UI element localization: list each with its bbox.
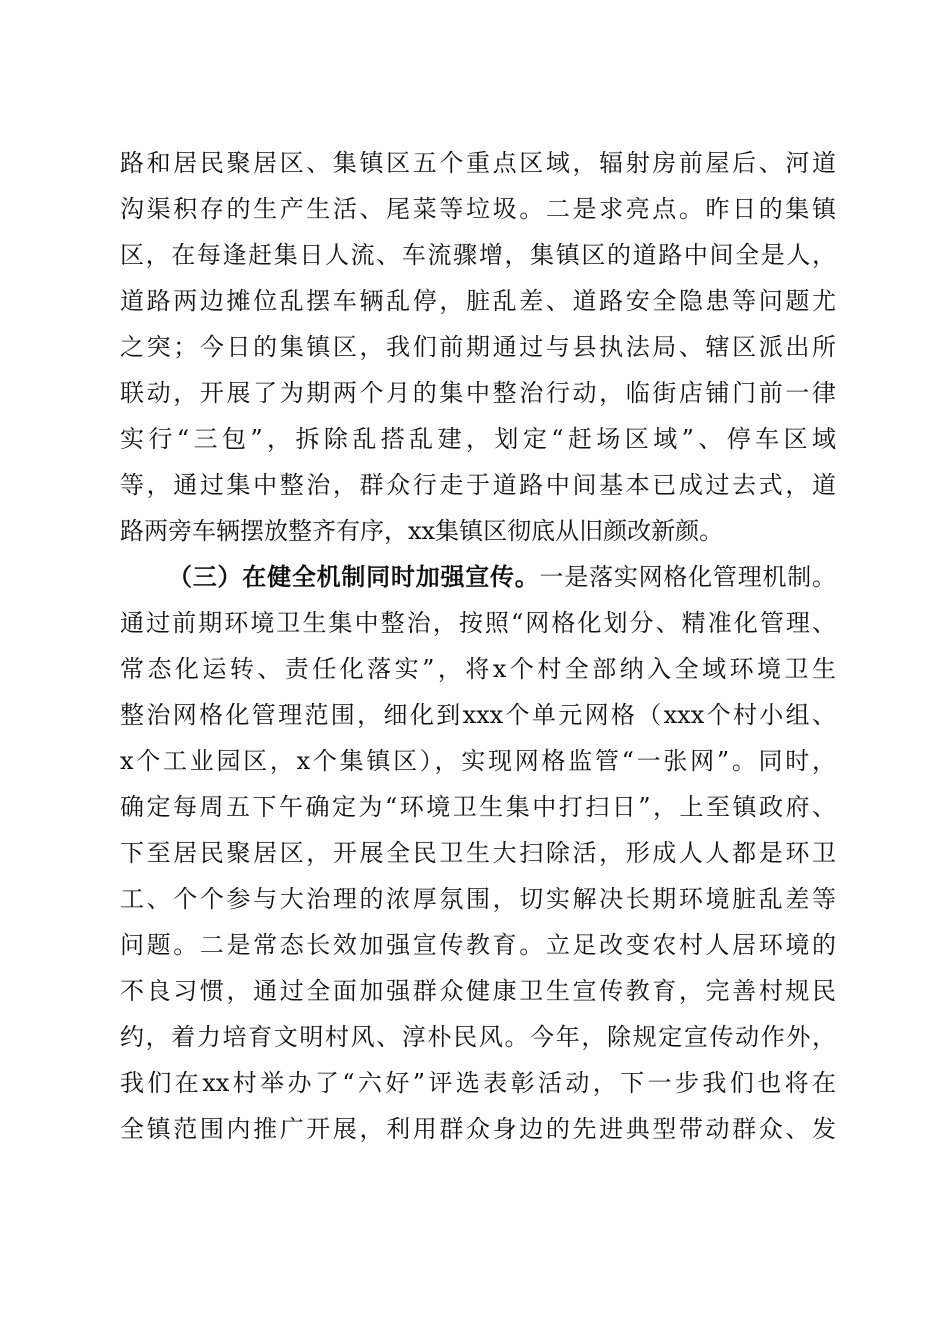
text-line: 道路两边摊位乱摆车辆乱停，脏乱差、道路安全隐患等问题尤 xyxy=(120,287,836,315)
text-line: 实行“三包”，拆除乱搭乱建，划定“赶场区域”、停车区域 xyxy=(120,425,836,453)
body-text xyxy=(120,140,836,1152)
text-line: 下至居民聚居区，开展全民卫生大扫除活，形成人人都是环卫 xyxy=(120,839,836,867)
text-line: 全镇范围内推广开展，利用群众身边的先进典型带动群众、发 xyxy=(120,1115,836,1143)
text-line: 工、个个参与大治理的浓厚氛围，切实解决长期环境脏乱差等 xyxy=(120,885,836,913)
text-line: 我们在xx村举办了“六好”评选表彰活动，下一步我们也将在 xyxy=(120,1069,836,1097)
text-line: 之突；今日的集镇区，我们前期通过与县执法局、辖区派出所 xyxy=(120,333,836,361)
text-line: 联动，开展了为期两个月的集中整治行动，临街店铺门前一律 xyxy=(120,379,836,407)
text-line: 通过前期环境卫生集中整治，按照“网格化划分、精准化管理、 xyxy=(120,609,836,637)
text-line: 约，着力培育文明村风、淳朴民风。今年，除规定宣传动作外， xyxy=(120,1023,836,1051)
text-line: 沟渠积存的生产生活、尾菜等垃圾。二是求亮点。昨日的集镇 xyxy=(120,195,836,223)
text-line: 路两旁车辆摆放整齐有序，xx集镇区彻底从旧颜改新颜。 xyxy=(120,517,724,545)
text-line: 区，在每逢赶集日人流、车流骤增，集镇区的道路中间全是人， xyxy=(120,241,836,269)
section-first-line xyxy=(120,554,836,600)
text-line: 问题。二是常态长效加强宣传教育。立足改变农村人居环境的 xyxy=(120,931,836,959)
text-line: x个工业园区，x个集镇区），实现网格监管“一张网”。同时， xyxy=(120,747,836,775)
text-line: 不良习惯，通过全面加强群众健康卫生宣传教育，完善村规民 xyxy=(120,977,836,1005)
section-heading: （三）在健全机制同时加强宣传。 xyxy=(168,562,540,591)
text-line: 等，通过集中整治，群众行走于道路中间基本已成过去式，道 xyxy=(120,471,836,499)
text-line: 整治网格化管理范围，细化到xxx个单元网格（xxx个村小组、 xyxy=(120,701,836,729)
text-line: 路和居民聚居区、集镇区五个重点区域，辐射房前屋后、河道 xyxy=(120,149,836,177)
text-line: 确定每周五下午确定为“环境卫生集中打扫日”，上至镇政府、 xyxy=(120,793,836,821)
text-line: 常态化运转、责任化落实”，将x个村全部纳入全域环境卫生 xyxy=(120,655,836,683)
section-first-line-text: 一是落实网格化管理机制。 xyxy=(539,563,837,591)
